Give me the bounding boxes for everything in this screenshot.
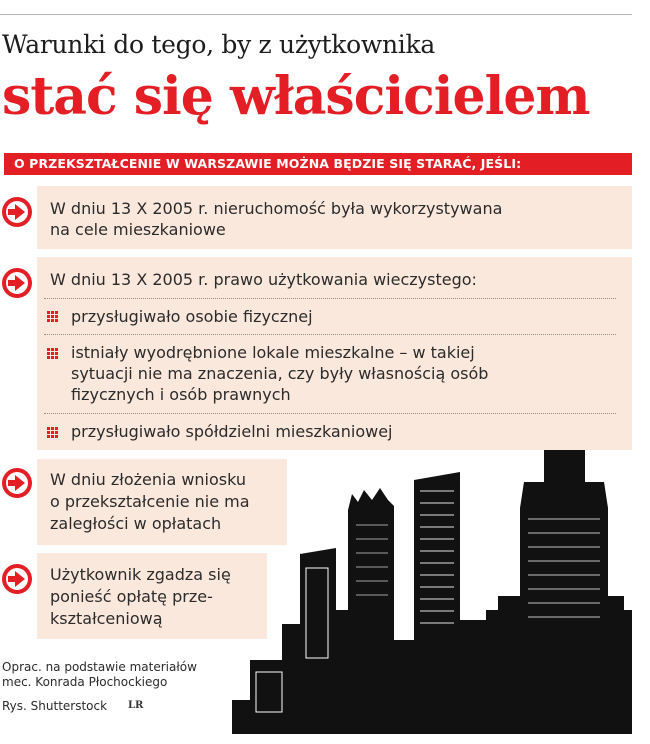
- dot-grid-icon: [47, 348, 58, 359]
- subitem-3-line-1: przysługiwało spółdzielni mieszkaniowej: [71, 422, 393, 441]
- condition-1-line-2: na cele mieszkaniowe: [50, 220, 226, 239]
- publisher-logo: LR: [128, 700, 144, 711]
- dotted-separator: [44, 298, 616, 299]
- condition-4-line-3: kształceniową: [50, 609, 163, 628]
- headline-line-1: Warunki do tego, by z użytkownika: [2, 30, 435, 59]
- condition-3-line-3: zaległości w opłatach: [50, 514, 222, 533]
- condition-2-line-1: W dniu 13 X 2005 r. prawo użytkowania wieczystego:: [50, 270, 477, 289]
- headline-line-2: stać się właścicielem: [2, 66, 590, 127]
- dot-grid-icon: [47, 311, 58, 322]
- source-line-2: mec. Konrada Płochockiego: [2, 675, 168, 689]
- condition-3-line-2: o przekształcenie nie ma: [50, 492, 250, 511]
- image-credit: Rys. Shutterstock: [2, 699, 108, 713]
- subitem-2-line-2: sytuacji nie ma znaczenia, czy były własnością osób: [71, 364, 489, 383]
- arrow-right-circle-icon: [0, 466, 34, 500]
- condition-3-line-1: W dniu złożenia wniosku: [50, 470, 247, 489]
- dotted-separator: [44, 334, 616, 335]
- subitem-1-line-1: przysługiwało osobie fizycznej: [71, 307, 313, 326]
- conditions-header-bar: [4, 153, 632, 175]
- subitem-2-line-1: istniały wyodrębnione lokale mieszkalne – w takiej: [71, 343, 475, 362]
- dot-grid-icon: [47, 427, 58, 438]
- source-line-1: Oprac. na podstawie materiałów: [2, 660, 197, 674]
- arrow-right-circle-icon: [0, 562, 34, 596]
- condition-4-line-2: ponieść opłatę prze-: [50, 587, 213, 606]
- condition-1-line-1: W dniu 13 X 2005 r. nieruchomość była wykorzystywana: [50, 199, 503, 218]
- arrow-right-circle-icon: [0, 195, 34, 229]
- subitem-2-line-3: fizycznych i osób prawnych: [71, 385, 291, 404]
- top-rule: [0, 14, 632, 15]
- condition-4-line-1: Użytkownik zgadza się: [50, 565, 231, 584]
- conditions-header-text: O PRZEKSZTAŁCENIE W WARSZAWIE MOŻNA BĘDZIE SIĘ STARAĆ, JEŚLI:: [14, 156, 522, 171]
- dotted-separator: [44, 413, 616, 414]
- arrow-right-circle-icon: [0, 266, 34, 300]
